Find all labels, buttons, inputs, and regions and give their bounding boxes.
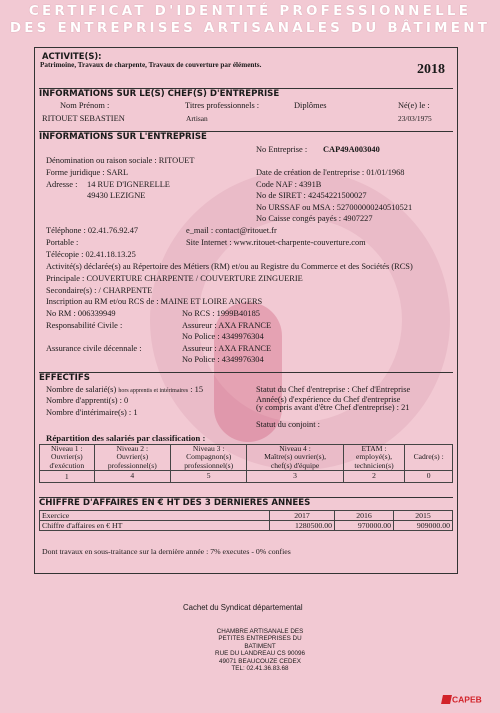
ca-table (39, 510, 453, 531)
forme-juridique: Forme juridique : SARL (46, 168, 129, 177)
activites-label: ACTIVITE(S): (42, 51, 102, 61)
no-rm: No RM : 006339949 (46, 309, 116, 318)
activites-declarees: Activité(s) déclarée(s) au Répertoire des Métiers (RM) et/ou au Registre du Commerce et des Sociétés (RCS) (46, 262, 413, 271)
salaries-note: hors apprentis et intérimaires (118, 388, 189, 394)
nombre-interimaires: Nombre d'intérimaire(s) : 1 (46, 408, 138, 417)
exercice-year-1: 2017 (270, 511, 335, 521)
code-naf: Code NAF : 4391B (256, 180, 322, 189)
telephone: Téléphone : 02.41.76.92.47 (46, 226, 139, 235)
chef-titres-header: Titres professionnels : (185, 101, 260, 110)
header-cadres: Cadre(s) : (405, 445, 453, 471)
assureur-decennale: Assureur : AXA FRANCE (182, 344, 272, 353)
header-niveau3: Niveau 3 : Compagnon(s) professionnel(s) (170, 445, 246, 471)
annees-experience-line2: (y compris avant d'être Chef d'entreprise) : 21 (256, 403, 410, 412)
inscription-rm-rcs: Inscription au RM et/ou RCS de : MAINE ET LOIRE ANGERS (46, 297, 263, 306)
adresse-label: Adresse : (46, 180, 78, 189)
no-rcs: No RCS : 1999B40185 (182, 309, 260, 318)
section-entreprise-title: INFORMATIONS SUR L'ENTREPRISE (39, 131, 453, 142)
header-niveau1: Niveau 1 : Ouvrier(s) d'exécution (40, 445, 95, 471)
value-etam: 2 (343, 470, 405, 482)
exercice-year-3: 2015 (394, 511, 453, 521)
statut-conjoint: Statut du conjoint : (256, 420, 320, 429)
section-ca-title: CHIFFRE D'AFFAIRES EN € HT DES 3 DERNIERES ANNEES (39, 497, 453, 508)
chef-nom: RITOUET SEBASTIEN (42, 114, 125, 123)
value-niveau1: 1 (40, 470, 95, 482)
activites-text: Patrimoine, Travaux de charpente, Travaux de couverture par éléments. (40, 61, 262, 69)
salaries-value: : 15 (190, 385, 204, 394)
annees-experience-line1: Année(s) d'expérience du Chef d'entreprise (256, 395, 401, 404)
section-effectifs-title: EFFECTIFS (39, 372, 453, 383)
repartition-title: Répartition des salariés par classification : (46, 433, 206, 443)
classification-value-row (40, 470, 453, 482)
header-niveau4: Niveau 4 : Maître(s) ouvrier(s), chef(s) d'équipe (247, 445, 343, 471)
activite-principale: Principale : COUVERTURE CHARPENTE / COUVERTURE ZINGUERIE (46, 274, 303, 283)
nombre-salaries (46, 385, 203, 396)
ca-exercice-row (40, 511, 453, 521)
capeb-logo-icon (441, 695, 452, 704)
chef-titre: Artisan (186, 114, 208, 123)
exercice-label: Exercice (40, 511, 270, 521)
chef-nom-header: Nom Prénom : (60, 101, 110, 110)
portable: Portable : (46, 238, 79, 247)
adresse-line1: 14 RUE D'IGNERELLE (87, 180, 170, 189)
classification-header-row (40, 445, 453, 471)
no-entreprise-label: No Entreprise : (256, 145, 308, 154)
syndicat-stamp: CHAMBRE ARTISANALE DES PETITES ENTREPRISES DU BATIMENT RUE DU LANDREAU CS 90096 49071 BEAUCOUZE CEDEX TEL: 02.41.36.83.68 (215, 628, 305, 673)
section-chefs-title: INFORMATIONS SUR LE(S) CHEF(S) D'ENTREPRISE (39, 88, 453, 99)
responsabilite-civile: Responsabilité Civile : (46, 321, 123, 330)
certificate-year: 2018 (417, 62, 445, 77)
header-niveau2: Niveau 2 : Ouvrier(s) professionnel(s) (94, 445, 170, 471)
telecopie: Télécopie : 02.41.18.13.25 (46, 250, 136, 259)
no-siret: No de SIRET : 42454221500027 (256, 191, 367, 200)
assurance-decennale: Assurance civile décennale : (46, 344, 142, 353)
certificate-title-line2: DES ENTREPRISES ARTISANALES DU BÂTIMENT (9, 20, 491, 36)
chef-ne-header: Né(e) le : (398, 101, 430, 110)
ca-label: Chiffre d'affaires en € HT (40, 521, 270, 531)
no-caisse: No Caisse congés payés : 4907227 (256, 214, 373, 223)
no-entreprise: CAP49A003040 (323, 145, 380, 154)
value-cadres: 0 (405, 470, 453, 482)
police-rc: No Police : 4349976304 (182, 332, 264, 341)
ca-value-1: 1280500.00 (270, 521, 335, 531)
exercice-year-2: 2016 (335, 511, 394, 521)
statut-chef: Statut du Chef d'entreprise : Chef d'Entreprise (256, 385, 411, 394)
email: e_mail : contact@ritouet.fr (186, 226, 277, 235)
ca-value-2: 970000.00 (335, 521, 394, 531)
police-decennale: No Police : 4349976304 (182, 355, 264, 364)
value-niveau3: 5 (170, 470, 246, 482)
activites-secondaires: Secondaire(s) : / CHARPENTE (46, 286, 153, 295)
classification-table (39, 444, 453, 483)
salaries-label: Nombre de salarié(s) (46, 385, 117, 394)
date-creation: Date de création de l'entreprise : 01/01/1968 (256, 168, 405, 177)
cachet-label: Cachet du Syndicat départemental (183, 603, 303, 612)
adresse-line2: 49430 LEZIGNE (87, 191, 146, 200)
value-niveau4: 3 (247, 470, 343, 482)
ca-value-3: 909000.00 (394, 521, 453, 531)
ca-values-row (40, 521, 453, 531)
header-etam: ETAM : employé(s), technicien(s) (343, 445, 405, 471)
certificate-title-line1: CERTIFICAT D'IDENTITÉ PROFESSIONNELLE (28, 3, 472, 19)
no-urssaf: No URSSAF ou MSA : 527000000240510521 (256, 203, 413, 212)
chef-ne: 23/03/1975 (398, 114, 432, 123)
sous-traitance: Dont travaux en sous-traitance sur la dernière année : 7% executes - 0% confies (42, 547, 291, 556)
chef-diplomes-header: Diplômes (294, 101, 327, 110)
assureur-rc: Assureur : AXA FRANCE (182, 321, 272, 330)
nombre-apprentis: Nombre d'apprenti(s) : 0 (46, 396, 129, 405)
value-niveau2: 4 (94, 470, 170, 482)
capeb-logo: CAPEB (442, 690, 482, 708)
denomination: Dénomination ou raison sociale : RITOUET (46, 156, 195, 165)
site-internet: Site Internet : www.ritouet-charpente-couverture.com (186, 238, 366, 247)
